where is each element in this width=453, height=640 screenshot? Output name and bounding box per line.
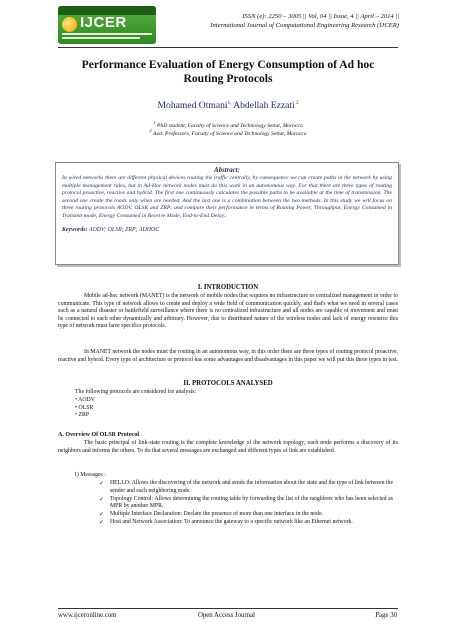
- header-divider: [58, 47, 398, 48]
- list-item-text: Topology Control: Allows determining the routing table by forwarding the list of the neighbors who has been selected as MPR by another MPR.: [110, 495, 393, 510]
- paper-title: [58, 58, 398, 86]
- list-item-text: HELLO: Allows the discovering of the network and sends the information about the state and the type of link between the sender and each neighboring node.: [110, 480, 394, 494]
- body-paragraph: In MANET network the nodes must the routing in an autonomous way, in this order there are three types of routing protocol proactive, reactive and hybrid. Every type of architecture or protocol has some advantages and disadvantages in this paper we will put this three types in test.: [58, 349, 398, 363]
- list-item: [99, 511, 393, 519]
- list-item: • OLSR: [75, 404, 94, 411]
- affiliation: [58, 127, 398, 138]
- section-heading-protocols: II. PROTOCOLS ANALYSED: [183, 380, 273, 387]
- logo-stripe: [62, 37, 140, 39]
- list-item: [99, 480, 393, 495]
- keywords-label: Keywords:: [62, 226, 88, 233]
- title-line: Routing Protocols: [183, 72, 273, 85]
- journal-name: International Journal of Computational Engineering Research (IJCER): [210, 22, 399, 29]
- journal-logo: [58, 6, 156, 44]
- author-name: Abdellah Ezzati: [231, 100, 295, 111]
- list-item: [99, 519, 393, 527]
- author-affil-mark: 1,: [227, 100, 232, 106]
- affiliation-number: 1: [153, 120, 156, 125]
- footer-access-label: Open Access Journal: [197, 612, 255, 619]
- protocol-list: [75, 397, 95, 420]
- list-item-text: Multiple Interface Declaration: Declare the presence of more than one interface in the node.: [110, 511, 324, 518]
- messages-list: [99, 480, 393, 528]
- checkmark-icon: ✓: [99, 519, 105, 527]
- messages-label: 1) Messages :: [74, 472, 106, 478]
- affiliation-text: PhD student, Faculty of Science and Technology Settat, Morocco: [155, 122, 303, 129]
- footer-page-number: Page 30: [375, 612, 397, 619]
- footer-website: www.ijceronline.com: [58, 612, 117, 619]
- body-paragraph: Mobile ad-hoc network (MANET) is the network of mobile nodes that requires no infrastructure or centralized management in order to communicate. This type of network allows to create and deploy a wide field of communication quickly, and that's what we need in several cases such as a natural disaster or battlefield surveillance where there is no centralized infrastructure and all nodes are capable of movement and must be connected to each other dynamically and arbitrary. However, due to distributed nature of the wireless nodes and lack of energy resource this type of network must have specifics protocols.: [58, 293, 398, 330]
- checkmark-icon: ✓: [99, 511, 105, 519]
- list-item: [99, 496, 393, 511]
- list-item: • AODV: [75, 397, 95, 403]
- subsection-heading-olsr: A. Overview Of OLSR Protocol: [58, 432, 140, 438]
- affiliation-text: Asst. Professors, Faculty of Science and Technology Settat, Morocco: [151, 130, 307, 137]
- body-paragraph: The basic principal of link-state routing is the complete knowledge of the network topology; each node performs a discovery of its neighbors and informs the others. To do that several messages are exchanged and different types of link are established.: [58, 440, 398, 454]
- author-list: [58, 100, 398, 111]
- keywords-text: AODV; OLSR; ZRP; ADHOC: [87, 226, 160, 233]
- list-item-text: Host and Network Association: To announce the gateway to a specific network like an Ethernet network.: [110, 519, 353, 526]
- logo-text: IJCER: [80, 14, 127, 31]
- abstract-text: In wired networks there are different physical devices routing the traffic centrally, by consequence we can create paths in the network by using multiple management rules, but in Ad-Hoc network nodes must do this work in an autonomous way. For that there are three types of routing protocol proactive, reactive and hybrid. The first one continuously calculates the possible paths to be available at the time of transmission. The second one create the roads only when are needed. And the last one is a combination between the two methods. In this study we will focus on three routing protocols AODV, OLSR and ZRP; and compare their performance in terms of Routing Power, Throughput, Energy Consumed in Transmit mode, Energy Consumed in Receive Mode, End-to-End Delay..: [62, 175, 392, 219]
- author-affil-mark: 2: [294, 100, 299, 106]
- title-line: Performance Evaluation of Energy Consumption of Ad hoc: [81, 58, 375, 71]
- body-paragraph: The following protocols are considered for analysis:: [75, 389, 197, 395]
- checkmark-icon: ✓: [99, 480, 105, 487]
- journal-meta: [210, 12, 399, 30]
- checkmark-icon: ✓: [99, 495, 105, 503]
- keywords: [62, 227, 392, 233]
- issn-line: ISSN (e): 2250 – 3005 || Vol, 04 || Issue, 4 || April – 2014 ||: [242, 13, 399, 20]
- affiliation-number: 2: [149, 128, 152, 133]
- author-name: Mohamed Otmani: [157, 100, 228, 111]
- abstract-heading: Abstract:: [214, 167, 240, 174]
- list-item: • ZRP: [75, 412, 90, 419]
- section-heading-introduction: I. INTRODUCTION: [197, 284, 259, 291]
- footer-divider: [58, 608, 398, 609]
- logo-emblem-icon: [62, 17, 77, 32]
- logo-stripe: [62, 33, 152, 35]
- abstract-box: [55, 162, 399, 265]
